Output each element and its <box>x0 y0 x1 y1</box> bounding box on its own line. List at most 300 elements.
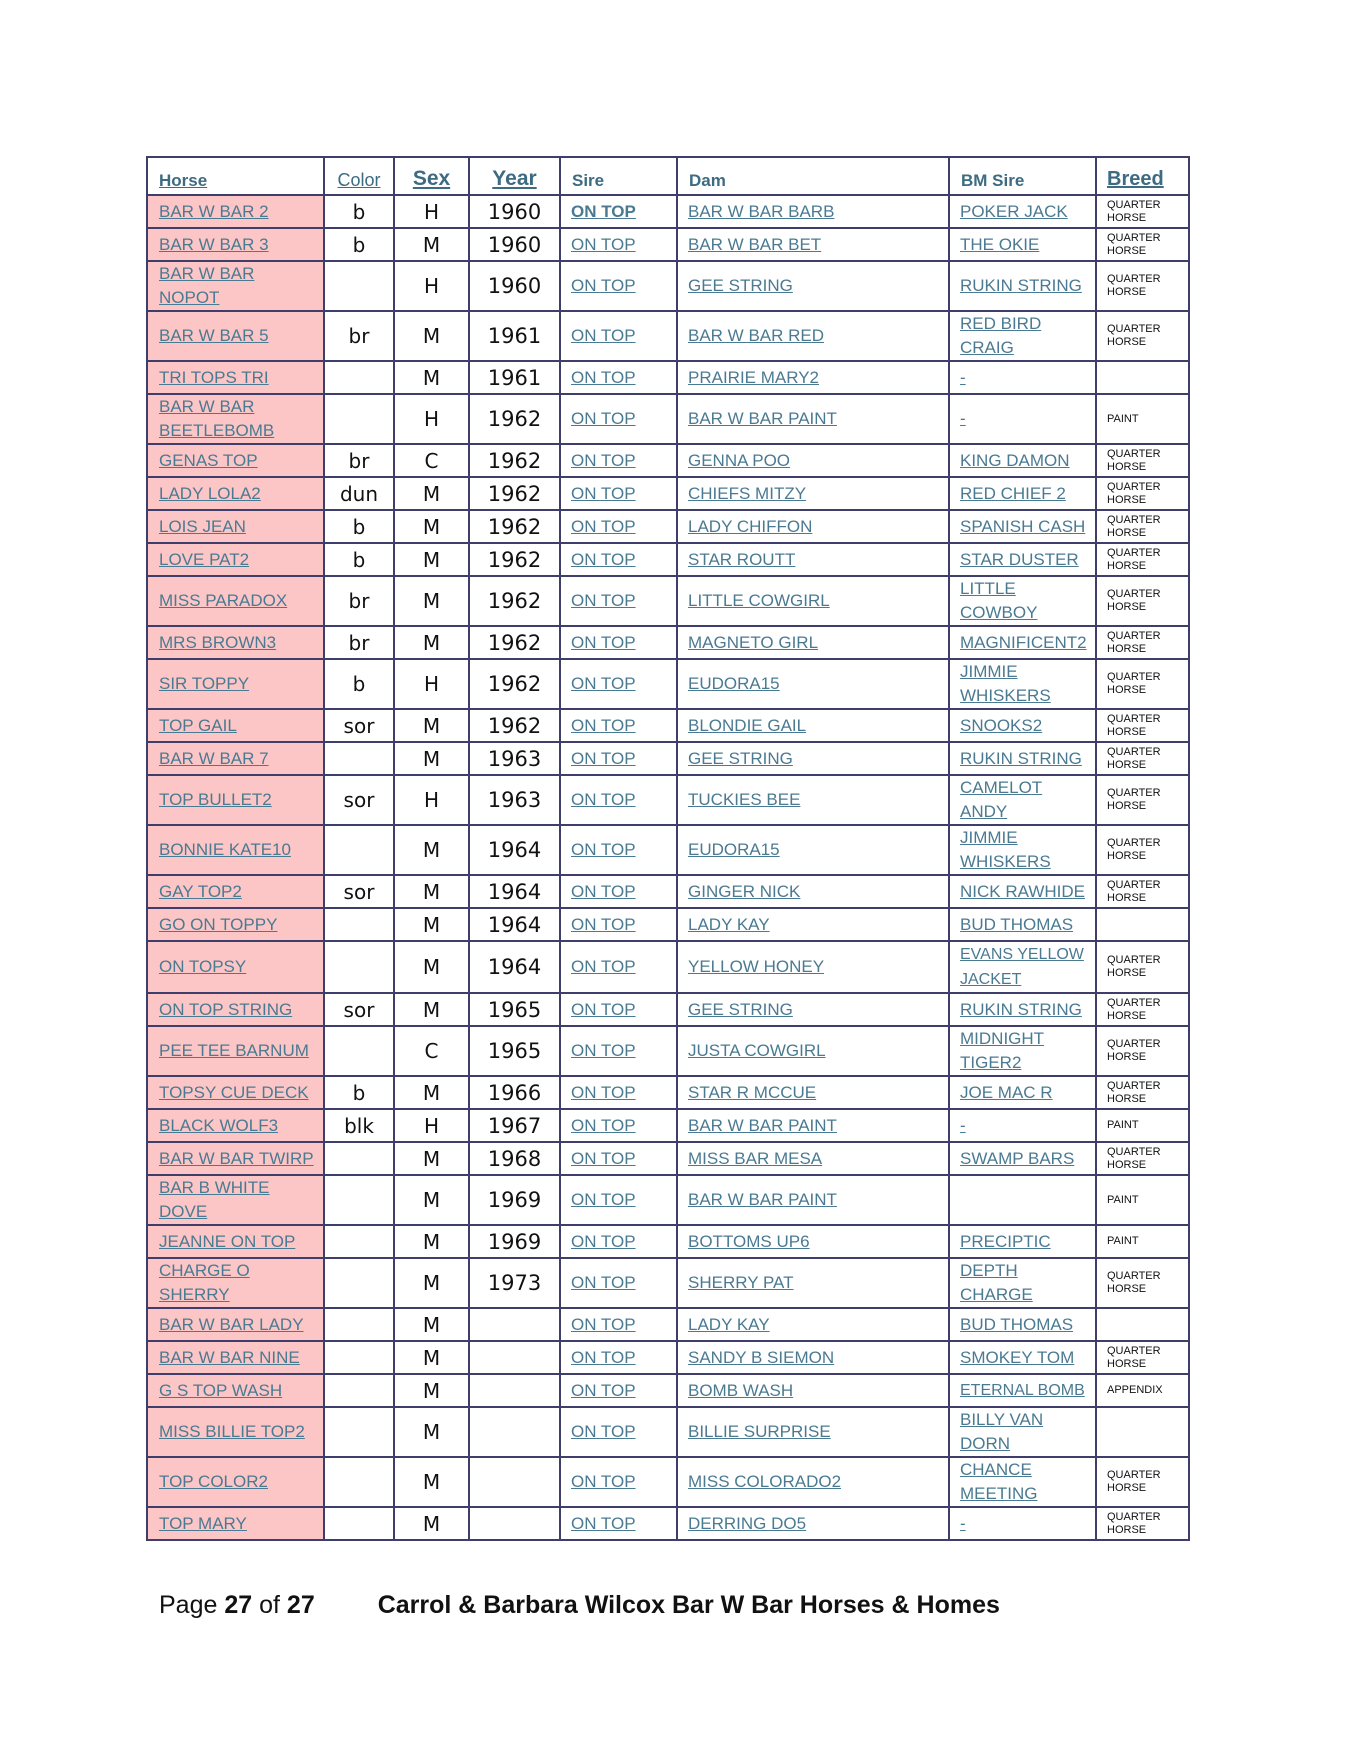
sex-cell <box>394 1109 469 1142</box>
table-row <box>147 875 1189 908</box>
sire-cell-text[interactable]: ON TOP <box>571 234 636 254</box>
color-cell-text: sor <box>343 788 375 812</box>
horse-name-cell-text[interactable]: TOP MARY <box>159 1513 247 1533</box>
sex-cell <box>394 875 469 908</box>
dam-cell-text[interactable]: LITTLE COWGIRL <box>688 591 830 610</box>
sex-cell <box>394 1026 469 1076</box>
sex-cell-text: M <box>422 324 441 348</box>
sire-cell <box>560 444 677 477</box>
horse-name-cell-text[interactable]: JEANNE ON TOP <box>159 1231 296 1251</box>
bm-sire-cell-text[interactable]: DEPTH CHARGE <box>960 1261 1033 1304</box>
horse-name-cell-text[interactable]: BAR W BAR 7 <box>159 748 269 768</box>
breed-cell-text: PAINT <box>1107 1235 1139 1247</box>
horse-name-cell-text[interactable]: LADY LOLA2 <box>159 483 261 503</box>
sire-cell <box>560 1225 677 1258</box>
dam-cell <box>677 510 949 543</box>
sire-cell-text[interactable]: ON TOP <box>571 483 636 503</box>
horse-name-cell-text[interactable]: MRS BROWN3 <box>159 632 277 652</box>
horse-name-cell <box>147 908 324 941</box>
color-cell <box>324 1026 394 1076</box>
horse-name-cell-text[interactable]: GO ON TOPPY <box>159 914 278 934</box>
sire-cell-text[interactable]: ON TOP <box>571 914 636 934</box>
sire-cell-text[interactable]: ON TOP <box>571 516 636 536</box>
color-cell <box>324 1407 394 1457</box>
dam-cell-text[interactable]: LADY KAY <box>688 1314 770 1334</box>
sire-cell-text[interactable]: ON TOP <box>571 201 636 221</box>
bm-sire-cell-text[interactable]: STAR DUSTER <box>960 549 1079 569</box>
sex-cell <box>394 659 469 709</box>
sire-cell <box>560 1507 677 1540</box>
dam-cell-text[interactable]: EUDORA15 <box>688 674 780 693</box>
color-cell <box>324 1507 394 1540</box>
dam-cell-text[interactable]: STAR R MCCUE <box>688 1082 817 1102</box>
year-cell <box>469 1026 560 1076</box>
bm-sire-cell-text[interactable]: SMOKEY TOM <box>960 1347 1075 1367</box>
color-cell <box>324 941 394 993</box>
bm-sire-cell-text[interactable]: RUKIN STRING <box>960 999 1082 1019</box>
horse-name-cell <box>147 875 324 908</box>
breed-cell <box>1096 576 1189 626</box>
year-cell-text: 1965 <box>487 1039 542 1063</box>
color-cell <box>324 825 394 875</box>
dam-cell <box>677 361 949 394</box>
sex-cell <box>394 477 469 510</box>
dam-cell-text[interactable]: STAR ROUTT <box>688 549 796 569</box>
sire-cell-text[interactable]: ON TOP <box>571 1190 636 1209</box>
sire-cell-text[interactable]: ON TOP <box>571 591 636 610</box>
sire-cell-text[interactable]: ON TOP <box>571 840 636 859</box>
dam-cell-text[interactable]: SANDY B SIEMON <box>688 1347 835 1367</box>
sex-cell-text: M <box>422 1378 441 1403</box>
sire-cell-text[interactable]: ON TOP <box>571 1148 636 1168</box>
sire-cell <box>560 1076 677 1109</box>
sex-cell-text: H <box>423 672 440 696</box>
col-header-horse[interactable]: Horse <box>147 157 324 195</box>
bm-sire-cell-text[interactable]: - <box>960 409 966 428</box>
bm-sire-cell-text[interactable]: PRECIPTIC <box>960 1231 1051 1251</box>
bm-sire-cell <box>949 1026 1096 1076</box>
bm-sire-cell-text[interactable]: RUKIN STRING <box>960 276 1082 295</box>
horse-name-cell-text[interactable]: LOIS JEAN <box>159 516 246 536</box>
sex-cell <box>394 775 469 825</box>
sex-cell <box>394 261 469 311</box>
horse-name-cell <box>147 659 324 709</box>
horse-name-cell-text[interactable]: BAR W BAR NINE <box>159 1347 300 1367</box>
bm-sire-cell-text[interactable]: JIMMIE WHISKERS <box>960 828 1051 871</box>
bm-sire-cell-text[interactable]: BUD THOMAS <box>960 1314 1074 1334</box>
sire-cell-text[interactable]: ON TOP <box>571 1314 636 1334</box>
color-cell <box>324 775 394 825</box>
color-cell-text: br <box>348 589 370 613</box>
bm-sire-cell-text[interactable]: CAMELOT ANDY <box>960 778 1043 821</box>
dam-cell <box>677 1407 949 1457</box>
bm-sire-cell-text[interactable]: - <box>960 367 966 387</box>
dam-cell-text[interactable]: LADY KAY <box>688 914 770 934</box>
bm-sire-cell-text[interactable]: MAGNIFICENT2 <box>960 632 1087 652</box>
color-cell-text: b <box>352 547 366 572</box>
color-cell <box>324 1308 394 1341</box>
bm-sire-cell-text[interactable]: - <box>960 1115 966 1135</box>
horse-name-cell-text[interactable]: BAR W BAR 5 <box>159 326 269 345</box>
sire-cell-text[interactable]: ON TOP <box>571 881 636 901</box>
sire-cell-text[interactable]: ON TOP <box>571 1231 636 1251</box>
horse-name-cell-text[interactable]: TOP COLOR2 <box>159 1472 268 1491</box>
bm-sire-cell <box>949 543 1096 576</box>
bm-sire-cell <box>949 1142 1096 1175</box>
sex-cell <box>394 1507 469 1540</box>
horse-name-cell-text[interactable]: PEE TEE BARNUM <box>159 1041 309 1060</box>
col-header-color[interactable]: Color <box>324 157 394 195</box>
sire-cell-text[interactable]: ON TOP <box>571 1513 636 1533</box>
breed-cell <box>1096 1225 1189 1258</box>
dam-cell-text[interactable]: YELLOW HONEY <box>688 957 825 976</box>
bm-sire-cell <box>949 311 1096 361</box>
sire-cell <box>560 875 677 908</box>
color-cell <box>324 477 394 510</box>
year-cell <box>469 941 560 993</box>
horse-name-cell-text[interactable]: GENAS TOP <box>159 450 258 470</box>
year-cell-text: 1965 <box>487 997 542 1022</box>
bm-sire-cell <box>949 510 1096 543</box>
horse-name-cell-text[interactable]: BAR W BAR 3 <box>159 234 269 254</box>
year-cell <box>469 908 560 941</box>
horse-name-cell-text[interactable]: LOVE PAT2 <box>159 549 250 569</box>
dam-cell-text[interactable]: BOMB WASH <box>688 1380 794 1400</box>
footer-page-word: Page <box>159 1591 218 1619</box>
sire-cell-text[interactable]: ON TOP <box>571 999 636 1019</box>
dam-cell <box>677 1225 949 1258</box>
horse-name-cell <box>147 1374 324 1407</box>
horse-name-cell-text[interactable]: BLACK WOLF3 <box>159 1115 279 1135</box>
horse-name-cell-text[interactable]: BAR W BAR NOPOT <box>159 264 255 307</box>
sire-cell-text[interactable]: ON TOP <box>571 790 636 809</box>
dam-cell <box>677 875 949 908</box>
sex-cell-text: M <box>422 1312 441 1337</box>
sex-cell <box>394 576 469 626</box>
horse-name-cell <box>147 1507 324 1540</box>
dam-cell-text[interactable]: BAR W BAR PAINT <box>688 409 837 428</box>
breed-cell-text: PAINT <box>1107 1119 1139 1131</box>
dam-cell-text[interactable]: DERRING DO5 <box>688 1513 807 1533</box>
sex-cell-text: H <box>423 788 440 812</box>
breed-cell <box>1096 825 1189 875</box>
horse-name-cell-text[interactable]: TOP BULLET2 <box>159 790 272 809</box>
dam-cell-text[interactable]: GEE STRING <box>688 999 793 1019</box>
sex-cell-text: M <box>422 1229 441 1254</box>
horse-name-cell-text[interactable]: BAR B WHITE DOVE <box>159 1178 270 1221</box>
dam-cell <box>677 311 949 361</box>
col-header-sex[interactable]: Sex <box>394 157 469 195</box>
dam-cell-text[interactable]: BAR W BAR PAINT <box>688 1115 837 1135</box>
breed-cell <box>1096 1175 1189 1225</box>
dam-cell <box>677 659 949 709</box>
dam-cell-text[interactable]: GINGER NICK <box>688 881 801 901</box>
horse-name-cell <box>147 543 324 576</box>
sire-cell-text[interactable]: ON TOP <box>571 632 636 652</box>
dam-cell <box>677 1142 949 1175</box>
bm-sire-cell <box>949 477 1096 510</box>
sex-cell <box>394 543 469 576</box>
year-cell <box>469 1225 560 1258</box>
dam-cell <box>677 1109 949 1142</box>
breed-cell-text: APPENDIX <box>1107 1384 1163 1396</box>
color-cell <box>324 1258 394 1308</box>
bm-sire-cell <box>949 1076 1096 1109</box>
sire-cell-text[interactable]: ON TOP <box>571 326 636 345</box>
horse-name-cell-text[interactable]: TOPSY CUE DECK <box>159 1082 309 1102</box>
col-header-dam[interactable]: Dam <box>677 157 949 195</box>
dam-cell-text[interactable]: JUSTA COWGIRL <box>688 1041 826 1060</box>
table-row <box>147 444 1189 477</box>
sire-cell-text[interactable]: ON TOP <box>571 450 636 470</box>
sire-cell-text[interactable]: ON TOP <box>571 367 636 387</box>
dam-cell-text[interactable]: BOTTOMS UP6 <box>688 1231 810 1251</box>
breed-cell <box>1096 1142 1189 1175</box>
sex-cell <box>394 908 469 941</box>
dam-cell-text[interactable]: GEE STRING <box>688 748 793 768</box>
bm-sire-cell-text[interactable]: EVANS YELLOW JACKET <box>960 946 1084 988</box>
sire-cell-text[interactable]: ON TOP <box>571 1115 636 1135</box>
table-row <box>147 543 1189 576</box>
sire-cell <box>560 510 677 543</box>
color-cell-text: b <box>352 232 366 257</box>
breed-cell-text: QUARTER HORSE <box>1107 231 1161 257</box>
bm-sire-cell <box>949 1407 1096 1457</box>
bm-sire-cell-text[interactable]: MIDNIGHT TIGER2 <box>960 1029 1045 1072</box>
dam-cell <box>677 543 949 576</box>
sex-cell <box>394 195 469 228</box>
horse-name-cell <box>147 1308 324 1341</box>
sex-cell <box>394 228 469 261</box>
sire-cell <box>560 576 677 626</box>
breed-cell-text: QUARTER HORSE <box>1107 878 1161 904</box>
sex-cell-text: M <box>422 481 441 506</box>
sire-cell-text[interactable]: ON TOP <box>571 549 636 569</box>
sire-cell-text[interactable]: ON TOP <box>571 674 636 693</box>
bm-sire-cell-text[interactable]: LITTLE COWBOY <box>960 579 1038 622</box>
sex-cell-text: H <box>423 407 440 431</box>
horse-name-cell-text[interactable]: G S TOP WASH <box>159 1380 283 1400</box>
breed-cell <box>1096 875 1189 908</box>
horse-name-cell <box>147 311 324 361</box>
dam-cell-text[interactable]: BAR W BAR PAINT <box>688 1190 837 1209</box>
horse-name-cell-text[interactable]: BAR W BAR LADY <box>159 1314 304 1334</box>
dam-cell-text[interactable]: EUDORA15 <box>688 840 780 859</box>
sire-cell-text[interactable]: ON TOP <box>571 276 636 295</box>
horse-table <box>146 156 1190 1541</box>
horse-name-cell-text[interactable]: ON TOPSY <box>159 957 247 976</box>
horse-name-cell-text[interactable]: GAY TOP2 <box>159 881 242 901</box>
sex-cell <box>394 394 469 444</box>
dam-cell-text[interactable]: MISS BAR MESA <box>688 1148 823 1168</box>
breed-cell-text: QUARTER HORSE <box>1107 629 1161 655</box>
bm-sire-cell-text[interactable]: SWAMP BARS <box>960 1148 1075 1168</box>
dam-cell-text[interactable]: BAR W BAR RED <box>688 326 825 345</box>
bm-sire-cell <box>949 775 1096 825</box>
sire-cell-text[interactable]: ON TOP <box>571 1082 636 1102</box>
horse-name-cell-text[interactable]: ON TOP STRING <box>159 999 293 1019</box>
table-row <box>147 1225 1189 1258</box>
sire-cell-text[interactable]: ON TOP <box>571 409 636 428</box>
sex-cell <box>394 1258 469 1308</box>
color-cell <box>324 709 394 742</box>
dam-cell-text[interactable]: BAR W BAR BET <box>688 234 822 254</box>
horse-name-cell <box>147 510 324 543</box>
horse-name-cell <box>147 1076 324 1109</box>
year-cell <box>469 1341 560 1374</box>
horse-name-cell-text[interactable]: TRI TOPS TRI <box>159 367 269 387</box>
year-cell-text: 1964 <box>487 838 542 862</box>
sire-cell <box>560 626 677 659</box>
dam-cell-text[interactable]: CHIEFS MITZY <box>688 483 807 503</box>
dam-cell-text[interactable]: SHERRY PAT <box>688 1273 794 1292</box>
sire-cell-text[interactable]: ON TOP <box>571 1041 636 1060</box>
breed-cell-text: QUARTER HORSE <box>1107 447 1161 473</box>
horse-name-cell-text[interactable]: MISS BILLIE TOP2 <box>159 1422 305 1441</box>
dam-cell-text[interactable]: GEE STRING <box>688 276 793 295</box>
year-cell-text: 1961 <box>487 365 542 390</box>
year-cell-text: 1964 <box>487 955 542 979</box>
bm-sire-cell <box>949 825 1096 875</box>
horse-name-cell-text[interactable]: BAR W BAR 2 <box>159 201 269 221</box>
bm-sire-cell-text[interactable]: - <box>960 1513 966 1533</box>
table-row <box>147 195 1189 228</box>
sire-cell-text[interactable]: ON TOP <box>571 1273 636 1292</box>
footer-of-word: of <box>259 1591 280 1619</box>
table-row <box>147 775 1189 825</box>
year-cell <box>469 1076 560 1109</box>
table-row <box>147 576 1189 626</box>
year-cell <box>469 659 560 709</box>
sex-cell-text: M <box>422 547 441 572</box>
dam-cell-text[interactable]: MISS COLORADO2 <box>688 1472 842 1491</box>
dam-cell-text[interactable]: GENNA POO <box>688 450 791 470</box>
bm-sire-cell-text[interactable]: RED BIRD CRAIG <box>960 314 1042 357</box>
dam-cell-text[interactable]: BAR W BAR BARB <box>688 201 835 221</box>
horse-name-cell-text[interactable]: BONNIE KATE10 <box>159 840 291 859</box>
col-header-year[interactable]: Year <box>469 157 560 195</box>
sire-cell-text[interactable]: ON TOP <box>571 1380 636 1400</box>
dam-cell-text[interactable]: TUCKIES BEE <box>688 790 801 809</box>
year-cell <box>469 1109 560 1142</box>
bm-sire-cell <box>949 444 1096 477</box>
col-header-bm-sire[interactable]: BM Sire <box>949 157 1096 195</box>
horse-name-cell <box>147 825 324 875</box>
bm-sire-cell <box>949 1341 1096 1374</box>
year-cell-text: 1961 <box>487 324 542 348</box>
sire-cell-text[interactable]: ON TOP <box>571 1347 636 1367</box>
breed-cell-text: QUARTER HORSE <box>1107 996 1161 1022</box>
bm-sire-cell-text[interactable]: BILLY VAN DORN <box>960 1410 1044 1453</box>
col-header-breed[interactable]: Breed <box>1096 157 1189 195</box>
horse-name-cell <box>147 1225 324 1258</box>
table-row <box>147 1142 1189 1175</box>
sex-cell-text: H <box>423 1113 440 1138</box>
dam-cell <box>677 709 949 742</box>
sire-cell-text[interactable]: ON TOP <box>571 1422 636 1441</box>
sire-cell <box>560 941 677 993</box>
sire-cell <box>560 825 677 875</box>
bm-sire-cell <box>949 1225 1096 1258</box>
sex-cell-text: M <box>422 1511 441 1536</box>
year-cell <box>469 444 560 477</box>
bm-sire-cell-text[interactable]: ETERNAL BOMB <box>960 1382 1085 1399</box>
horse-name-cell-text[interactable]: BAR W BAR TWIRP <box>159 1148 314 1168</box>
dam-cell-text[interactable]: MAGNETO GIRL <box>688 632 819 652</box>
year-cell <box>469 510 560 543</box>
dam-cell-text[interactable]: LADY CHIFFON <box>688 516 813 536</box>
horse-name-cell-text[interactable]: BAR W BAR BEETLEBOMB <box>159 397 275 440</box>
sire-cell <box>560 775 677 825</box>
breed-cell <box>1096 477 1189 510</box>
sire-cell-text[interactable]: ON TOP <box>571 1472 636 1491</box>
table-row <box>147 1457 1189 1507</box>
year-cell-text: 1962 <box>487 448 542 473</box>
bm-sire-cell-text[interactable]: RUKIN STRING <box>960 748 1082 768</box>
breed-cell-text: QUARTER HORSE <box>1107 273 1161 298</box>
bm-sire-cell-text[interactable]: SNOOKS2 <box>960 715 1043 735</box>
horse-name-cell <box>147 1407 324 1457</box>
bm-sire-cell <box>949 908 1096 941</box>
breed-cell <box>1096 1374 1189 1407</box>
sire-cell-text[interactable]: ON TOP <box>571 957 636 976</box>
dam-cell <box>677 228 949 261</box>
bm-sire-cell-text[interactable]: JIMMIE WHISKERS <box>960 662 1051 705</box>
color-cell <box>324 195 394 228</box>
table-row <box>147 1175 1189 1225</box>
color-cell <box>324 261 394 311</box>
bm-sire-cell-text[interactable]: JOE MAC R <box>960 1082 1053 1102</box>
breed-cell <box>1096 1026 1189 1076</box>
table-row <box>147 1258 1189 1308</box>
dam-cell-text[interactable]: PRAIRIE MARY2 <box>688 367 820 387</box>
sire-cell <box>560 1407 677 1457</box>
year-cell <box>469 1175 560 1225</box>
year-cell <box>469 261 560 311</box>
dam-cell-text[interactable]: BLONDIE GAIL <box>688 715 807 735</box>
bm-sire-cell-text[interactable]: BUD THOMAS <box>960 914 1074 934</box>
table-row <box>147 1308 1189 1341</box>
bm-sire-cell <box>949 1308 1096 1341</box>
horse-name-cell-text[interactable]: CHARGE O SHERRY <box>159 1261 250 1304</box>
sire-cell-text[interactable]: ON TOP <box>571 748 636 768</box>
horse-name-cell-text[interactable]: TOP GAIL <box>159 715 237 735</box>
year-cell <box>469 311 560 361</box>
breed-cell <box>1096 626 1189 659</box>
horse-name-cell-text[interactable]: SIR TOPPY <box>159 674 250 693</box>
bm-sire-cell-text[interactable]: POKER JACK <box>960 201 1068 221</box>
breed-cell <box>1096 228 1189 261</box>
sire-cell-text[interactable]: ON TOP <box>571 715 636 735</box>
bm-sire-cell-text[interactable]: SPANISH CASH <box>960 516 1086 536</box>
bm-sire-cell <box>949 576 1096 626</box>
table-row <box>147 825 1189 875</box>
horse-name-cell-text[interactable]: MISS PARADOX <box>159 591 288 610</box>
year-cell-text: 1963 <box>487 788 542 812</box>
bm-sire-cell-text[interactable]: CHANCE MEETING <box>960 1460 1038 1503</box>
breed-cell <box>1096 1457 1189 1507</box>
breed-cell <box>1096 1076 1189 1109</box>
year-cell <box>469 742 560 775</box>
dam-cell <box>677 1076 949 1109</box>
bm-sire-cell-text[interactable]: KING DAMON <box>960 450 1070 470</box>
bm-sire-cell-text[interactable]: THE OKIE <box>960 234 1040 254</box>
bm-sire-cell-text[interactable]: NICK RAWHIDE <box>960 881 1085 901</box>
sex-cell-text: M <box>422 879 441 904</box>
col-header-sire[interactable]: Sire <box>560 157 677 195</box>
bm-sire-cell-text[interactable]: RED CHIEF 2 <box>960 483 1066 503</box>
dam-cell-text[interactable]: BILLIE SURPRISE <box>688 1422 831 1441</box>
